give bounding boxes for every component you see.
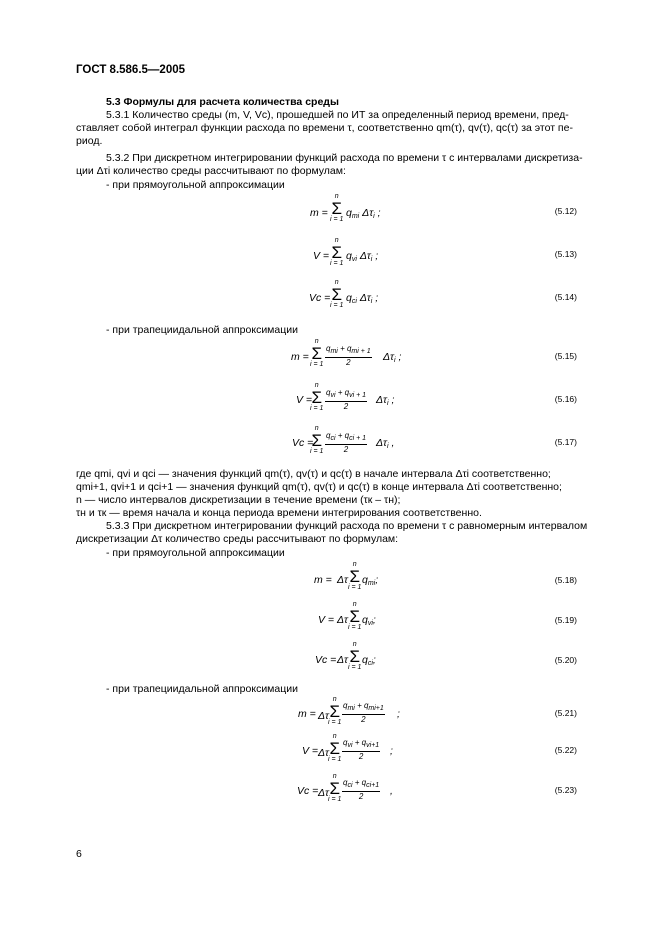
trap-approx-label-1: - при трапециидальной аппроксимации bbox=[106, 324, 298, 336]
formula-5-20: Vc = bbox=[315, 654, 337, 666]
fraction: $q_{mi} + q_{mi+1}$ 2 bbox=[343, 701, 384, 724]
formula-body: $q_{ci}$; bbox=[362, 654, 376, 667]
delta-tau: Δτ bbox=[337, 654, 348, 666]
equation-number: (5.23) bbox=[554, 785, 577, 795]
formula-body: , bbox=[390, 785, 393, 797]
delta-tau: Δτ bbox=[337, 574, 348, 586]
sum-symbol: n Σ i = 1 bbox=[348, 601, 362, 631]
equation-number: (5.13) bbox=[554, 249, 577, 259]
formula-5-22: V = bbox=[302, 745, 319, 757]
fraction: $q_{ci} + q_{ci + 1}$ 2 bbox=[326, 431, 367, 454]
paragraph-5-3-3-line-1: 5.3.3 При дискретном интегрировании функций расхода по времени τ с равномерным интервалом bbox=[106, 520, 588, 532]
equation-number: (5.17) bbox=[554, 437, 577, 447]
formula-5-15: m = bbox=[291, 351, 309, 363]
paragraph-5-3-3-line-2: дискретизации Δτ количество среды рассчитывают по формулам: bbox=[76, 533, 399, 545]
formula-body: $\Delta\tau_i$ ; bbox=[376, 394, 395, 407]
sum-symbol: n Σ i = 1 bbox=[328, 696, 342, 726]
paragraph-5-3-1-line-2: ставляет собой интеграл функции расхода по времени τ, соответственно qm(τ), qv(τ), qc(τ) за этот пе- bbox=[76, 122, 573, 134]
page-number: 6 bbox=[76, 848, 82, 860]
delta-tau: Δτ bbox=[318, 787, 329, 799]
sum-symbol: n Σ i = 1 bbox=[330, 237, 344, 267]
formula-5-13: V = bbox=[313, 250, 330, 262]
sum-symbol: n Σ i = 1 bbox=[328, 733, 342, 763]
sum-symbol: n Σ i = 1 bbox=[310, 425, 324, 455]
equation-number: (5.14) bbox=[554, 292, 577, 302]
rect-approx-label-1: - при прямоугольной аппроксимации bbox=[106, 179, 285, 191]
sum-symbol: n Σ i = 1 bbox=[310, 338, 324, 368]
formula-5-21: m = bbox=[298, 708, 316, 720]
formula-5-14: Vc = bbox=[309, 292, 331, 304]
formula-body: $\Delta\tau_i$ , bbox=[376, 437, 395, 450]
formula-body: $q_{vi}$; bbox=[362, 614, 376, 627]
definition-line-2: qmi+1, qvi+1 и qci+1 — значения функций qm(τ), qv(τ) и qc(τ) в конце интервала Δτi соответственно; bbox=[76, 481, 562, 493]
equation-number: (5.18) bbox=[554, 575, 577, 585]
delta-tau: Δτ bbox=[337, 614, 348, 626]
sum-symbol: n Σ i = 1 bbox=[328, 773, 342, 803]
equation-number: (5.12) bbox=[554, 206, 577, 216]
formula-body: $q_{mi}$; bbox=[362, 574, 379, 587]
equation-number: (5.15) bbox=[554, 351, 577, 361]
paragraph-5-3-2-line-1: 5.3.2 При дискретном интегрировании функций расхода по времени τ с интервалами дискретиза- bbox=[106, 152, 583, 164]
section-title: 5.3 Формулы для расчета количества среды bbox=[106, 96, 339, 108]
paragraph-5-3-2-line-2: ции Δτi количество среды рассчитывают по формулам: bbox=[76, 165, 346, 177]
fraction: $q_{vi} + q_{vi+1}$ 2 bbox=[343, 738, 380, 761]
equation-number: (5.21) bbox=[554, 708, 577, 718]
trap-approx-label-2: - при трапециидальной аппроксимации bbox=[106, 683, 298, 695]
equation-number: (5.22) bbox=[554, 745, 577, 755]
paragraph-5-3-1-line-3: риод. bbox=[76, 135, 103, 147]
rect-approx-label-2: - при прямоугольной аппроксимации bbox=[106, 547, 285, 559]
formula-body: $\Delta\tau_i$ ; bbox=[383, 351, 402, 364]
equation-number: (5.19) bbox=[554, 615, 577, 625]
formula-5-18: m = bbox=[314, 574, 332, 586]
fraction: $q_{vi} + q_{vi + 1}$ 2 bbox=[326, 388, 367, 411]
formula-5-17: Vc = bbox=[292, 437, 314, 449]
formula-5-16: V = bbox=[296, 394, 313, 406]
equation-number: (5.20) bbox=[554, 655, 577, 665]
definition-line-4: τн и τк — время начала и конца периода времени интегрирования соответственно. bbox=[76, 507, 482, 519]
formula-body: $q_{ci}$ $\Delta\tau_i$ ; bbox=[346, 292, 379, 305]
formula-5-19: V = bbox=[318, 614, 335, 626]
fraction: $q_{ci} + q_{ci+1}$ 2 bbox=[343, 778, 380, 801]
sum-symbol: n Σ i = 1 bbox=[348, 641, 362, 671]
sum-symbol: n Σ i = 1 bbox=[330, 193, 344, 223]
formula-5-23: Vc = bbox=[297, 785, 319, 797]
paragraph-5-3-1-line-1: 5.3.1 Количество среды (m, V, Vc), прошедшей по ИТ за определенный период времени, пред- bbox=[106, 109, 569, 121]
sum-symbol: n Σ i = 1 bbox=[310, 382, 324, 412]
formula-lhs: m = bbox=[310, 207, 328, 219]
formula-body: $q_{mi}$ $\Delta\tau_i$ ; bbox=[346, 207, 381, 220]
equation-number: (5.16) bbox=[554, 394, 577, 404]
document-header: ГОСТ 8.586.5—2005 bbox=[76, 64, 186, 76]
formula-5-12 bbox=[310, 207, 328, 219]
sum-symbol: n Σ i = 1 bbox=[348, 561, 362, 591]
definition-line-3: n — число интервалов дискретизации в течение времени (τк – τн); bbox=[76, 494, 401, 506]
formula-body: ; bbox=[397, 708, 400, 720]
formula-body: $q_{vi}$ $\Delta\tau_i$ ; bbox=[346, 250, 379, 263]
sum-symbol: n Σ i = 1 bbox=[330, 279, 344, 309]
delta-tau: Δτ bbox=[318, 710, 329, 722]
definition-line-1: где qmi, qvi и qci — значения функций qm(τ), qv(τ) и qc(τ) в начале интервала Δτi соответственно; bbox=[76, 468, 551, 480]
delta-tau: Δτ bbox=[318, 747, 329, 759]
fraction: $q_{mi} + q_{mi + 1}$ 2 bbox=[326, 344, 371, 367]
formula-body: ; bbox=[390, 745, 393, 757]
